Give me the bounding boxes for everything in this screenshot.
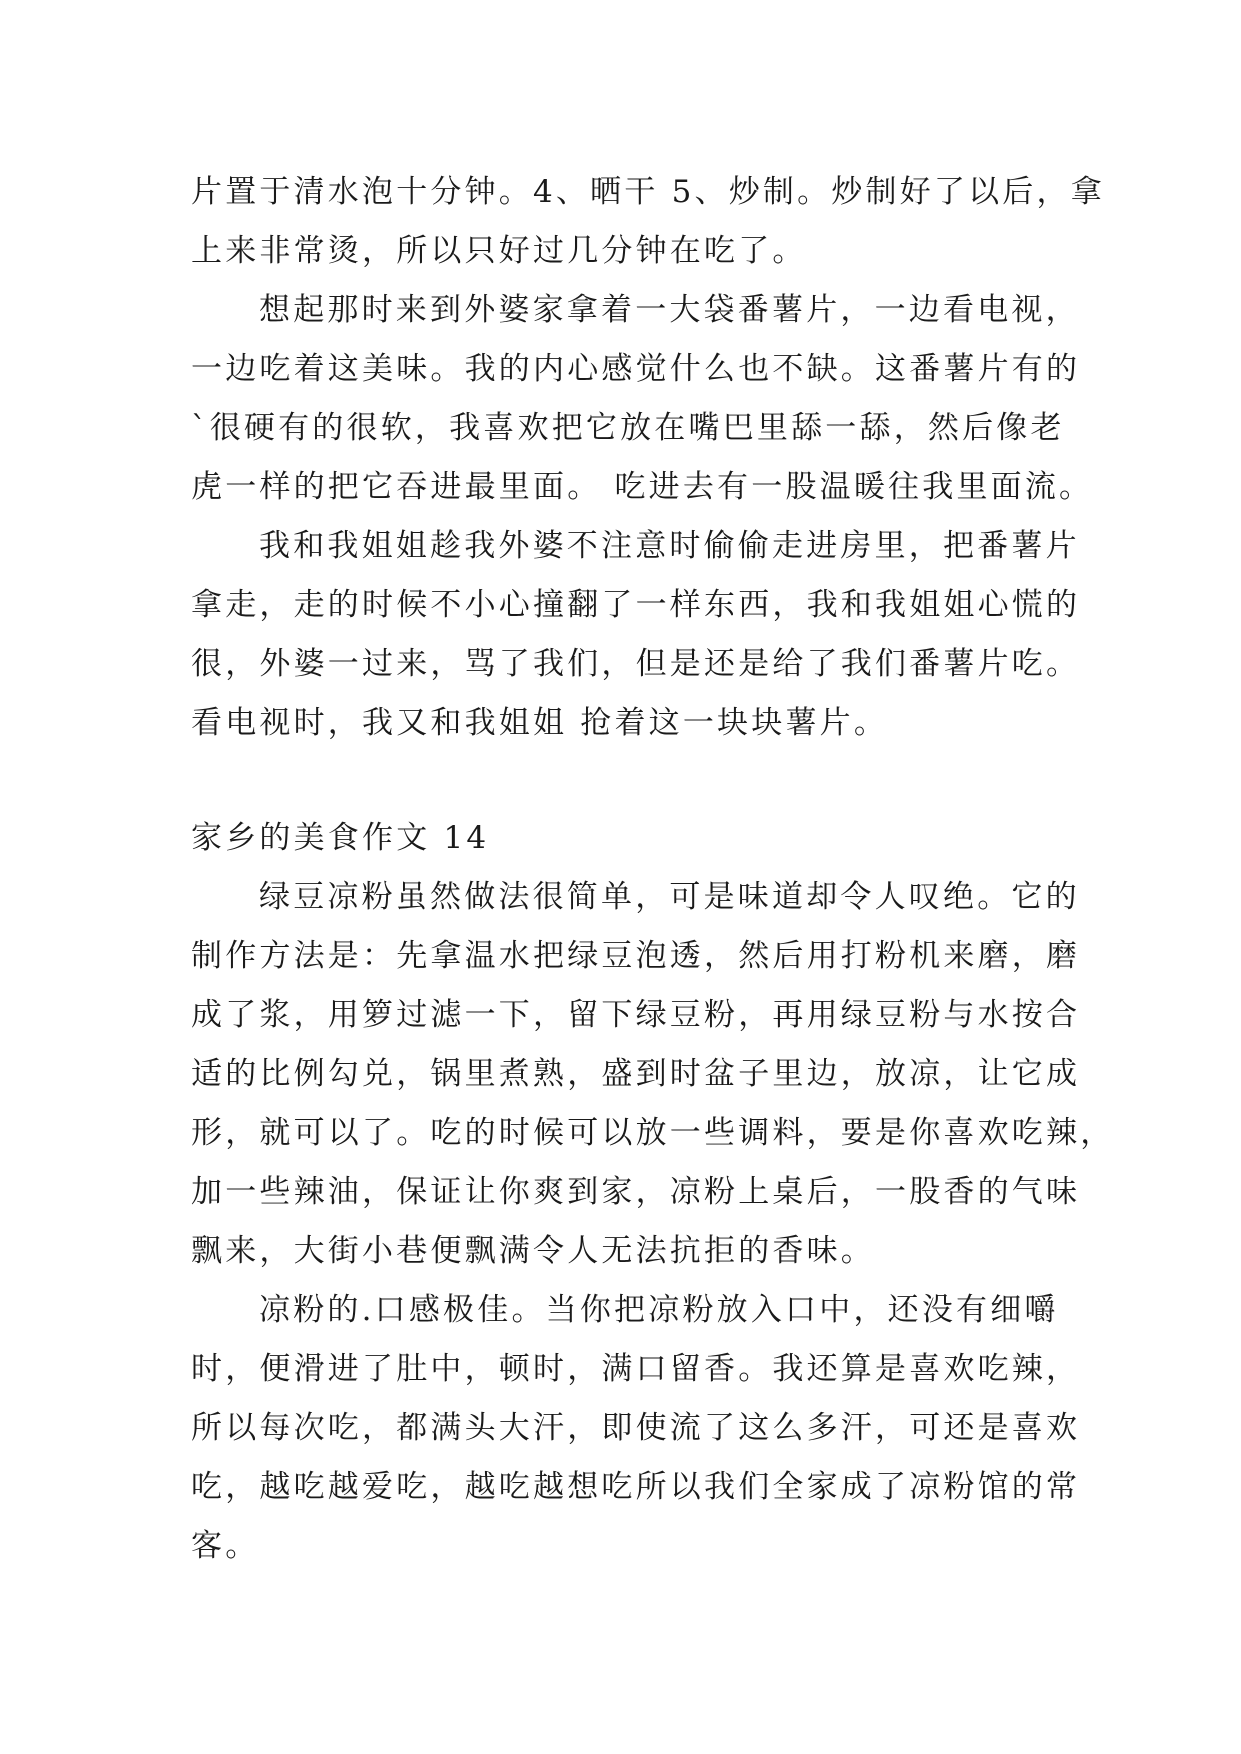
text-line: 片置于清水泡十分钟。4、晒干 5、炒制。炒制好了以后，拿	[191, 174, 1105, 210]
text-line: 拿走，走的时候不小心撞翻了一样东西，我和我姐姐心慌的	[191, 587, 1081, 623]
text-line: 我和我姐姐趁我外婆不注意时偷偷走进房里，把番薯片	[259, 528, 1080, 564]
text-line: 飘来，大街小巷便飘满令人无法抗拒的香味。	[191, 1233, 875, 1269]
section-gap	[191, 753, 1051, 809]
section-heading: 家乡的美食作文 14	[191, 820, 490, 856]
text-line: 吃，越吃越爱吃，越吃越想吃所以我们全家成了凉粉馆的常	[191, 1469, 1081, 1505]
text-line: 加一些辣油，保证让你爽到家，凉粉上桌后，一股香的气味	[191, 1174, 1081, 1210]
text-line: 时，便滑进了肚中，顿时，满口留香。我还算是喜欢吃辣，	[191, 1351, 1081, 1387]
paragraph	[191, 517, 1081, 753]
text-line: `很硬有的很软，我喜欢把它放在嘴巴里舔一舔，然后像老	[191, 410, 1065, 446]
text-line: 一边吃着这美味。我的内心感觉什么也不缺。这番薯片有的	[191, 351, 1081, 387]
text-line: 虎一样的把它吞进最里面。 吃进去有一股温暖往我里面流。	[191, 469, 1094, 505]
paragraph	[191, 1281, 1081, 1576]
text-line: 很，外婆一过来，骂了我们，但是还是给了我们番薯片吃。	[191, 646, 1081, 682]
text-line: 绿豆凉粉虽然做法很简单，可是味道却令人叹绝。它的	[259, 879, 1080, 915]
text-line: 形，就可以了。吃的时候可以放一些调料，要是你喜欢吃辣，	[191, 1115, 1115, 1151]
document-body	[191, 163, 1115, 1576]
paragraph	[191, 868, 1115, 1281]
text-line: 看电视时，我又和我姐姐 抢着这一块块薯片。	[191, 705, 889, 741]
text-line: 适的比例勾兑，锅里煮熟，盛到时盆子里边，放凉，让它成	[191, 1056, 1081, 1092]
text-line: 所以每次吃，都满头大汗，即使流了这么多汗，可还是喜欢	[191, 1410, 1081, 1446]
text-line: 凉粉的.口感极佳。当你把凉粉放入口中，还没有细嚼	[259, 1292, 1059, 1328]
text-line: 想起那时来到外婆家拿着一大袋番薯片，一边看电视，	[259, 292, 1080, 328]
paragraph	[191, 281, 1094, 517]
text-line: 客。	[191, 1528, 260, 1564]
text-line: 成了浆，用箩过滤一下，留下绿豆粉，再用绿豆粉与水按合	[191, 997, 1081, 1033]
text-line: 制作方法是：先拿温水把绿豆泡透，然后用打粉机来磨，磨	[191, 938, 1081, 974]
text-line: 上来非常烫，所以只好过几分钟在吃了。	[191, 233, 807, 269]
paragraph-continuation	[191, 163, 1105, 281]
